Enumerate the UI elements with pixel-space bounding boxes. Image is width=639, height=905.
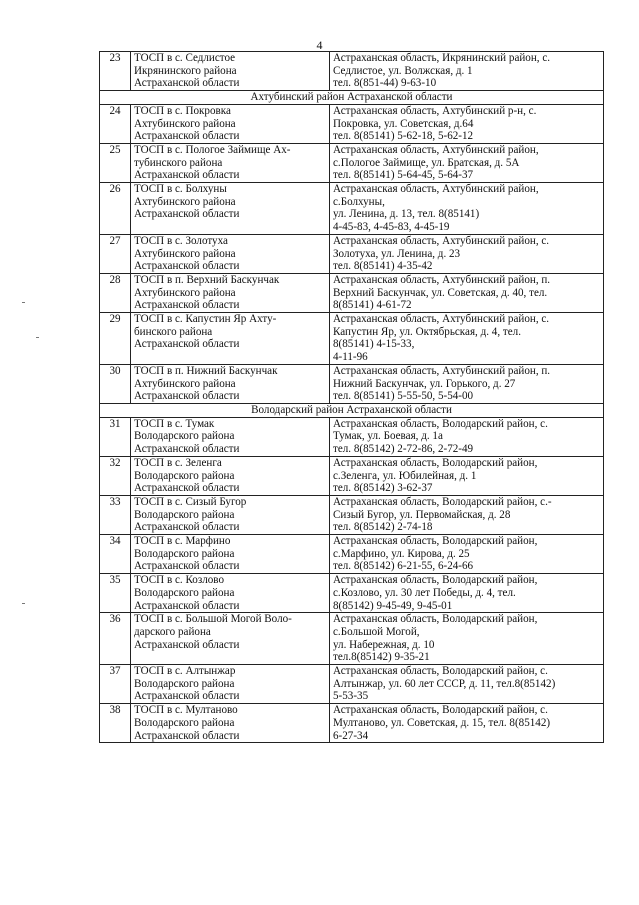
office-name: ТОСП в с. Покровка Ахтубинского района Астраханской области (131, 104, 330, 143)
table-row (100, 417, 604, 456)
office-address: Астраханская область, Ахтубинский район, п. Нижний Баскунчак, ул. Горького, д. 27 тел. 8(85141) 5-55-50, 5-54-00 (330, 364, 604, 403)
office-address: Астраханская область, Володарский район, с. Мултаново, ул. Советская, д. 15, тел. 8(85142) 6-27-34 (330, 704, 604, 743)
section-header-row (100, 403, 604, 417)
table-row (100, 313, 604, 365)
office-address: Астраханская область, Ахтубинский район, с. Капустин Яр, ул. Октябрьская, д. 4, тел. 8(85141) 4-15-33, 4-11-96 (330, 313, 604, 365)
row-number: 32 (100, 456, 131, 495)
office-name: ТОСП в с. Большой Могой Воло- дарского района Астраханской области (131, 613, 330, 665)
office-address: Астраханская область, Ахтубинский район, с. Золотуха, ул. Ленина, д. 23 тел. 8(85141) 4-35-42 (330, 234, 604, 273)
offices-table (99, 51, 604, 743)
office-address: Астраханская область, Ахтубинский район, с.Болхуны, ул. Ленина, д. 13, тел. 8(85141) 4-45-83, 4-45-83, 4-45-19 (330, 183, 604, 235)
row-number: 27 (100, 234, 131, 273)
table-row (100, 574, 604, 613)
section-title: Ахтубинский район Астраханской области (100, 91, 604, 105)
row-number: 37 (100, 665, 131, 704)
table-row (100, 143, 604, 182)
table-row (100, 273, 604, 312)
office-name: ТОСП в с. Пологое Займище Ах- тубинского района Астраханской области (131, 143, 330, 182)
scan-mark (22, 603, 25, 604)
row-number: 24 (100, 104, 131, 143)
scan-mark (36, 337, 39, 338)
section-title: Володарский район Астраханской области (100, 403, 604, 417)
office-name: ТОСП в с. Зеленга Володарского района Астраханской области (131, 456, 330, 495)
row-number: 34 (100, 535, 131, 574)
office-address: Астраханская область, Володарский район, с.Козлово, ул. 30 лет Победы, д. 4, тел. 8(85142) 9-45-49, 9-45-01 (330, 574, 604, 613)
table-row (100, 52, 604, 91)
row-number: 38 (100, 704, 131, 743)
office-name: ТОСП в с. Алтынжар Володарского района Астраханской области (131, 665, 330, 704)
table-row (100, 495, 604, 534)
row-number: 29 (100, 313, 131, 365)
office-name: ТОСП в с. Тумак Володарского района Астраханской области (131, 417, 330, 456)
row-number: 23 (100, 52, 131, 91)
row-number: 30 (100, 364, 131, 403)
office-name: ТОСП в с. Золотуха Ахтубинского района Астраханской области (131, 234, 330, 273)
table-row (100, 456, 604, 495)
office-address: Астраханская область, Володарский район, с.Большой Могой, ул. Набережная, д. 10 тел.8(85142) 9-35-21 (330, 613, 604, 665)
office-name: ТОСП в п. Нижний Баскунчак Ахтубинского района Астраханской области (131, 364, 330, 403)
section-header-row (100, 91, 604, 105)
page-number: 4 (316, 38, 323, 52)
office-address: Астраханская область, Ахтубинский район, п. Верхний Баскунчак, ул. Советская, д. 40, тел. 8(85141) 4-61-72 (330, 273, 604, 312)
office-address: Астраханская область, Володарский район, с. Тумак, ул. Боевая, д. 1а тел. 8(85142) 2-72-86, 2-72-49 (330, 417, 604, 456)
office-name: ТОСП в с. Седлистое Икрянинского района Астраханской области (131, 52, 330, 91)
table-row (100, 704, 604, 743)
office-name: ТОСП в с. Мултаново Володарского района Астраханской области (131, 704, 330, 743)
table-row (100, 665, 604, 704)
office-name: ТОСП в с. Капустин Яр Ахту- бинского района Астраханской области (131, 313, 330, 365)
row-number: 35 (100, 574, 131, 613)
table-row (100, 613, 604, 665)
row-number: 36 (100, 613, 131, 665)
office-address: Астраханская область, Володарский район, с.Зеленга, ул. Юбилейная, д. 1 тел. 8(85142) 3-62-37 (330, 456, 604, 495)
office-name: ТОСП в с. Сизый Бугор Володарского района Астраханской области (131, 495, 330, 534)
office-address: Астраханская область, Володарский район, с. Алтынжар, ул. 60 лет СССР, д. 11, тел.8(85142) 5-53-35 (330, 665, 604, 704)
table-row (100, 183, 604, 235)
scan-mark (22, 302, 25, 303)
office-address: Астраханская область, Володарский район, с.- Сизый Бугор, ул. Первомайская, д. 28 тел. 8(85142) 2-74-18 (330, 495, 604, 534)
table-row (100, 364, 604, 403)
office-address: Астраханская область, Володарский район, с.Марфино, ул. Кирова, д. 25 тел. 8(85142) 6-21-55, 6-24-66 (330, 535, 604, 574)
office-address: Астраханская область, Икрянинский район, с. Седлистое, ул. Волжская, д. 1 тел. 8(851-44) 9-63-10 (330, 52, 604, 91)
row-number: 33 (100, 495, 131, 534)
row-number: 28 (100, 273, 131, 312)
office-name: ТОСП в с. Болхуны Ахтубинского района Астраханской области (131, 183, 330, 235)
office-name: ТОСП в п. Верхний Баскунчак Ахтубинского района Астраханской области (131, 273, 330, 312)
offices-table-body (100, 52, 604, 743)
row-number: 25 (100, 143, 131, 182)
office-address: Астраханская область, Ахтубинский район, с.Пологое Займище, ул. Братская, д. 5А тел. 8(85141) 5-64-45, 5-64-37 (330, 143, 604, 182)
table-row (100, 234, 604, 273)
table-row (100, 104, 604, 143)
office-name: ТОСП в с. Марфино Володарского района Астраханской области (131, 535, 330, 574)
office-name: ТОСП в с. Козлово Володарского района Астраханской области (131, 574, 330, 613)
row-number: 26 (100, 183, 131, 235)
row-number: 31 (100, 417, 131, 456)
table-row (100, 535, 604, 574)
office-address: Астраханская область, Ахтубинский р-н, с. Покровка, ул. Советская, д.64 тел. 8(85141) 5-62-18, 5-62-12 (330, 104, 604, 143)
